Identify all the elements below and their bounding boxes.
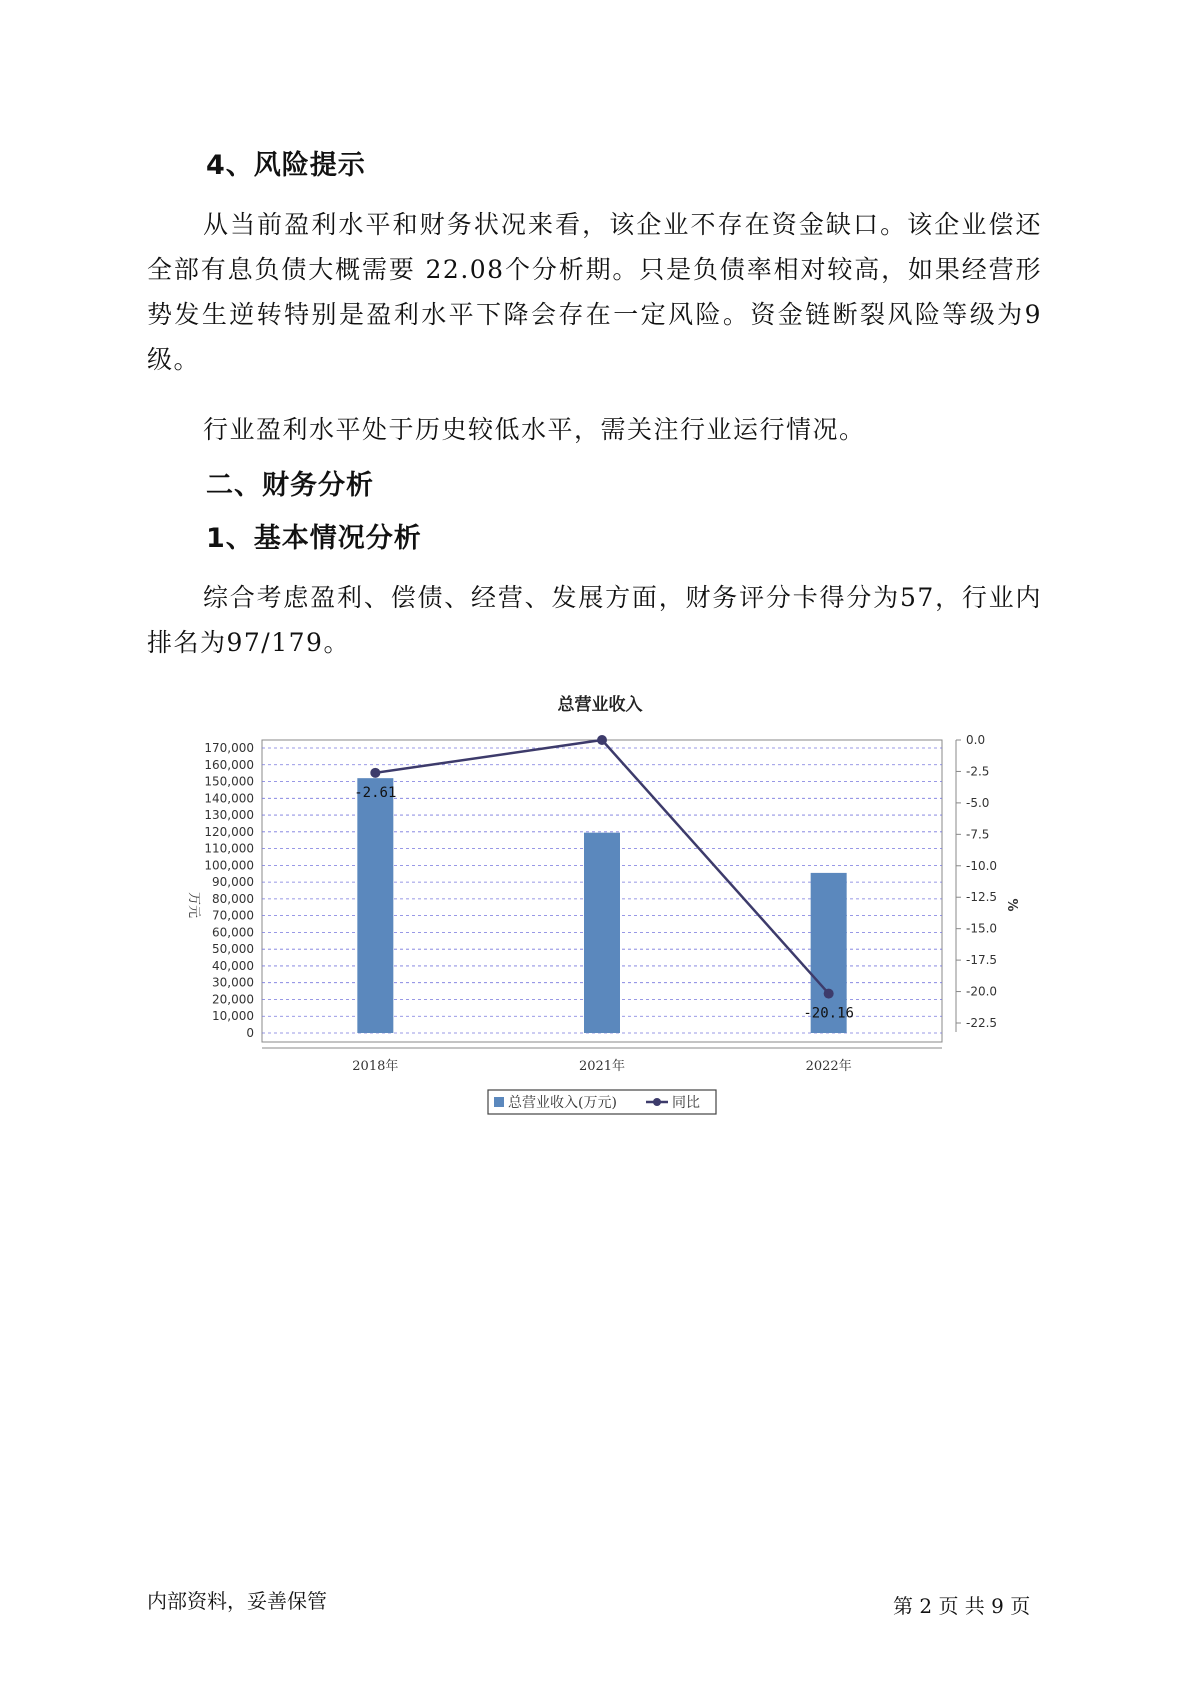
left-tick-label: 30,000 [212, 975, 254, 990]
x-tick-label: 2022年 [805, 1059, 852, 1074]
left-tick-label: 60,000 [212, 925, 254, 940]
basic-analysis-heading: 1、基本情况分析 [206, 523, 422, 554]
left-tick-label: 0 [246, 1026, 254, 1040]
right-tick-label: -7.5 [966, 827, 990, 842]
yoy-point [824, 989, 834, 999]
left-tick-label: 70,000 [212, 908, 254, 923]
right-tick-label: -20.0 [966, 984, 998, 999]
left-tick-label: 110,000 [204, 841, 254, 856]
basic-analysis-paragraph: 综合考虑盈利、偿债、经营、发展方面，财务评分卡得分为57，行业内排名为97/179。 [147, 583, 1042, 657]
left-tick-label: 20,000 [212, 992, 254, 1007]
left-tick-label: 170,000 [204, 741, 254, 755]
left-tick-label: 140,000 [204, 791, 254, 806]
yoy-data-label: -2.61 [354, 784, 397, 801]
x-tick-label: 2021年 [578, 1059, 626, 1074]
yoy-data-label: -20.16 [803, 1005, 854, 1022]
left-tick-label: 10,000 [212, 1009, 254, 1024]
left-tick-label: 120,000 [204, 824, 254, 839]
left-axis-ticks [204, 741, 254, 1040]
left-tick-label: 100,000 [204, 858, 254, 873]
right-tick-label: -17.5 [966, 953, 998, 968]
x-axis-ticks [262, 1048, 942, 1074]
revenue-chart [170, 690, 1040, 1150]
left-tick-label: 50,000 [212, 942, 254, 957]
legend-line-label: 同比 [672, 1095, 700, 1111]
chart-title: 总营业收入 [557, 695, 643, 715]
right-tick-label: 0.0 [966, 733, 986, 747]
risk-paragraph-2: 行业盈利水平处于历史较低水平，需关注行业运行情况。 [203, 415, 866, 444]
footer-page-number: 第 2 页 共 9 页 [893, 1594, 1031, 1618]
left-axis-label: 万元 [186, 891, 201, 919]
left-tick-label: 130,000 [204, 808, 254, 823]
risk-paragraph-1: 从当前盈利水平和财务状况来看，该企业不存在资金缺口。该企业偿还全部有息负债大概需要 22.08个分析期。只是负债率相对较高，如果经营形势发生逆转特别是盈利水平下降会存在一定风险。资金链断裂风险等级为9级。 [147, 210, 1042, 374]
right-tick-label: -5.0 [966, 795, 990, 810]
risk-heading: 4、风险提示 [206, 150, 366, 181]
right-tick-label: -22.5 [966, 1016, 998, 1030]
yoy-point [370, 768, 380, 778]
left-tick-label: 160,000 [204, 757, 254, 772]
chart-legend [488, 1090, 716, 1114]
right-axis-label: % [1004, 898, 1019, 912]
right-tick-label: -12.5 [966, 890, 998, 905]
legend-line-marker [653, 1098, 661, 1106]
right-tick-label: -10.0 [966, 858, 998, 873]
yoy-point [597, 735, 607, 745]
right-tick-label: -2.5 [966, 764, 990, 779]
bar-2021年 [584, 833, 620, 1033]
x-tick-label: 2018年 [352, 1059, 399, 1074]
left-tick-label: 80,000 [212, 891, 254, 906]
left-tick-label: 40,000 [212, 958, 254, 973]
left-tick-label: 150,000 [204, 774, 254, 789]
right-axis-ticks [956, 733, 997, 1032]
left-tick-label: 90,000 [212, 875, 254, 890]
legend-bar-label: 总营业收入(万元) [508, 1095, 617, 1111]
finance-heading: 二、财务分析 [206, 470, 374, 501]
footer-confidential: 内部资料，妥善保管 [147, 1589, 327, 1613]
legend-bar-swatch [494, 1097, 504, 1107]
bar-2018年 [357, 778, 393, 1033]
right-tick-label: -15.0 [966, 921, 998, 936]
